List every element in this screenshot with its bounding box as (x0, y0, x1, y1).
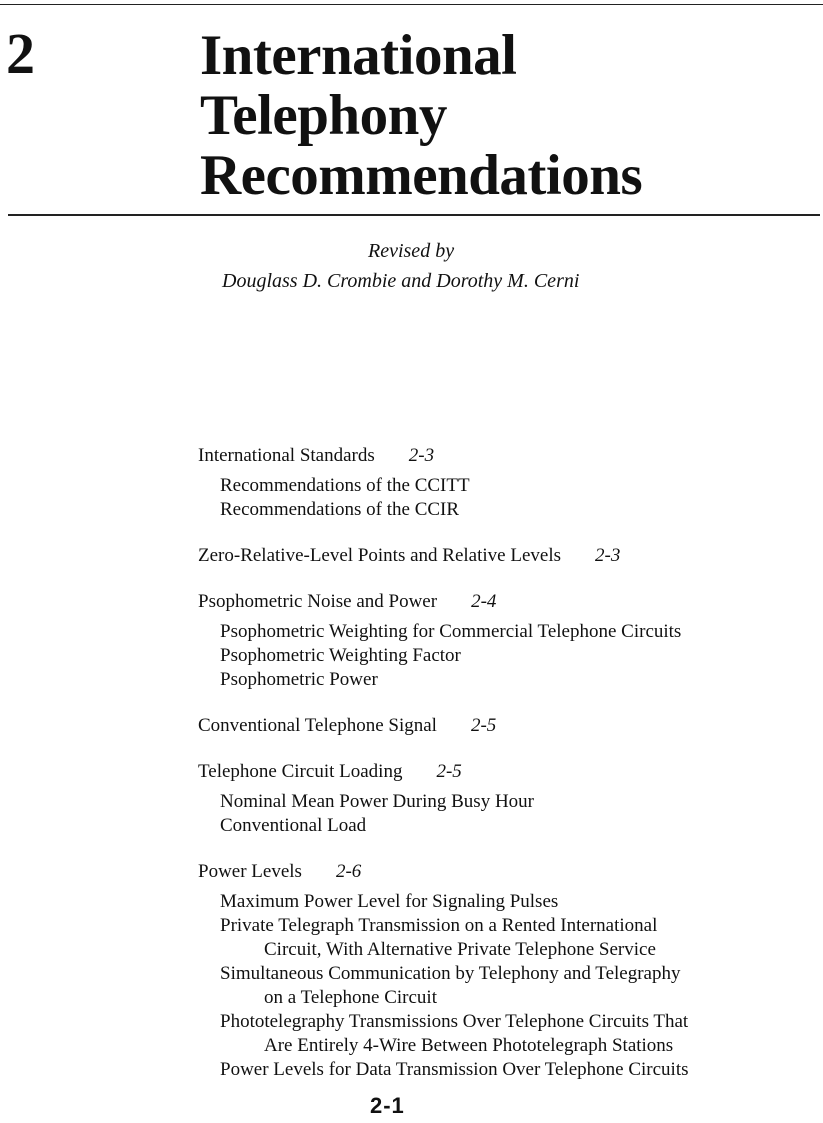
page-number: 2-1 (370, 1093, 405, 1118)
toc-page-number: 2-3 (595, 545, 621, 566)
toc-heading-title: Psophometric Noise and Power (198, 591, 438, 612)
toc-subentry (198, 790, 798, 814)
chapter-title-line: International (200, 24, 517, 87)
toc-subentry-line: Recommendations of the CCITT (220, 475, 470, 496)
title-rule (8, 214, 820, 216)
toc-subentry (198, 498, 798, 522)
toc-heading-title: Telephone Circuit Loading (198, 761, 403, 782)
toc-heading (198, 590, 798, 614)
toc-heading (198, 714, 798, 738)
toc-section (198, 444, 798, 522)
toc-subentry (198, 962, 798, 1010)
toc-section (198, 760, 798, 838)
toc-subentry-line: Circuit, With Alternative Private Telephone Service (264, 939, 656, 960)
chapter-title-line: Telephony (200, 84, 447, 147)
toc-section (198, 590, 798, 692)
toc-subentry-line: Conventional Load (220, 815, 367, 836)
toc-section (198, 714, 798, 738)
chapter-title (200, 26, 800, 206)
toc-subentry (198, 1058, 798, 1082)
toc-heading (198, 544, 798, 568)
revised-by-label: Revised by (368, 240, 455, 262)
toc-subentry-line: Psophometric Weighting Factor (220, 645, 461, 666)
toc-subentry (198, 620, 798, 644)
authors: Douglass D. Crombie and Dorothy M. Cerni (222, 270, 580, 292)
toc-subentry-line: Psophometric Power (220, 669, 378, 690)
top-rule (0, 4, 823, 5)
toc-subentry (198, 890, 798, 914)
toc-section (198, 860, 798, 1082)
chapter-number: 2 (6, 21, 35, 86)
toc-subentry (198, 814, 798, 838)
toc-section (198, 544, 798, 568)
toc-page-number: 2-6 (335, 861, 362, 882)
toc-page-number: 2-4 (471, 591, 497, 612)
chapter-title-line: Recommendations (200, 144, 643, 207)
toc-heading-title: Zero-Relative-Level Points and Relative Levels (198, 545, 561, 566)
table-of-contents (198, 444, 798, 1104)
toc-heading-title: International Standards (198, 445, 375, 466)
toc-heading-title: Conventional Telephone Signal (198, 715, 437, 736)
toc-subentry-line: Nominal Mean Power During Busy Hour (220, 791, 534, 812)
toc-heading (198, 860, 798, 884)
toc-subentry (198, 914, 798, 962)
toc-subentry (198, 644, 798, 668)
toc-heading (198, 760, 798, 784)
toc-subentry-line: Maximum Power Level for Signaling Pulses (220, 891, 559, 912)
toc-subentry-line: Are Entirely 4-Wire Between Phototelegraph Stations (264, 1035, 674, 1056)
toc-subentry-line: Simultaneous Communication by Telephony and Telegraphy (220, 963, 681, 984)
toc-subentry-line: Private Telegraph Transmission on a Rented International (220, 915, 658, 936)
toc-page-number: 2-3 (408, 445, 435, 466)
toc-subentry-line: on a Telephone Circuit (264, 987, 437, 1008)
toc-subentry-line: Power Levels for Data Transmission Over Telephone Circuits (220, 1059, 689, 1080)
toc-subentry-line: Recommendations of the CCIR (220, 499, 460, 520)
toc-subentry-line: Psophometric Weighting for Commercial Telephone Circuits (220, 621, 682, 642)
toc-page-number: 2-5 (436, 761, 462, 782)
toc-subentry-line: Phototelegraphy Transmissions Over Telephone Circuits That (220, 1011, 689, 1032)
toc-heading-title: Power Levels (198, 861, 302, 882)
toc-subentry (198, 474, 798, 498)
toc-subentry (198, 1010, 798, 1058)
toc-heading (198, 444, 798, 468)
toc-page-number: 2-5 (470, 715, 497, 736)
toc-subentry (198, 668, 798, 692)
